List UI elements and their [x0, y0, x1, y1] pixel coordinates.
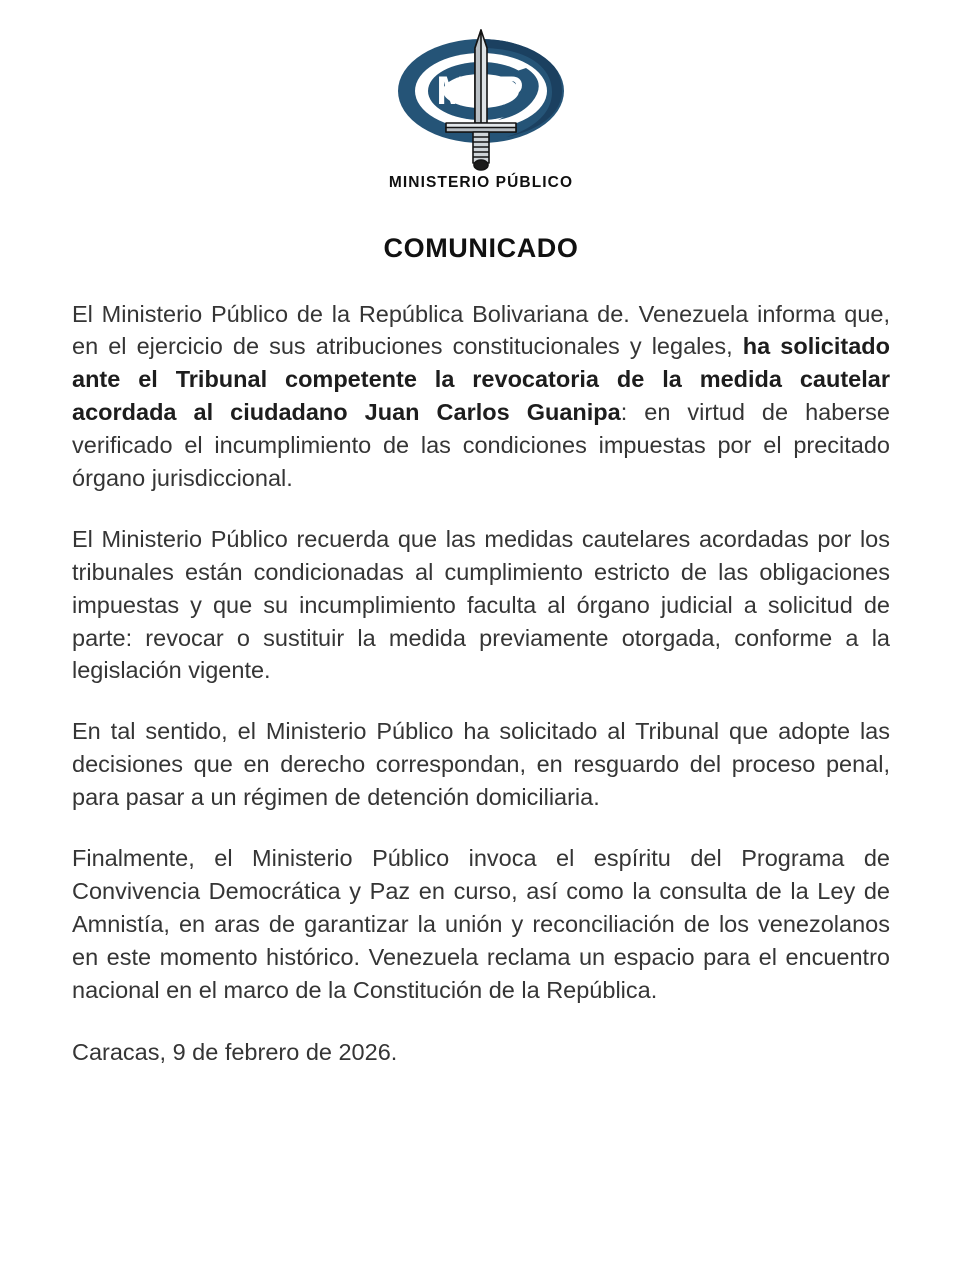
document-body — [0, 298, 962, 1070]
ministerio-publico-emblem-icon — [386, 28, 576, 173]
letterhead — [0, 0, 962, 191]
logo-letter-p: P — [496, 69, 524, 113]
text-run: En tal sentido, el Ministerio Público ha solicitado al Tribunal que adopte las decisiones que en derecho correspondan, en resguardo del proceso penal, para pasar a un régimen de detención domiciliaria. — [72, 718, 890, 811]
logo-wordmark: MINISTERIO PÚBLICO — [388, 174, 574, 191]
page-title: COMUNICADO — [383, 232, 579, 263]
text-run: El Ministerio Público recuerda que las medidas cautelares acordadas por los tribunales están condicionadas al cumplimiento estricto de las obligaciones impuestas y que su incumplimiento faculta al órgano judicial a solicitud de parte: revocar o sustituir la medida previamente otorgada, conforme a la legislación vigente. — [72, 525, 890, 684]
paragraph — [72, 842, 890, 1006]
signoff-line: Caracas, 9 de febrero de 2026. — [72, 1039, 398, 1066]
text-run: Finalmente, el Ministerio Público invoca el espíritu del Programa de Convivencia Democrática y Paz en curso, así como la consulta de la Ley de Amnistía, en aras de garantizar la unión y reconciliación de los venezolanos en este momento histórico. Venezuela reclama un espacio para el encuentro nacional en el marco de la Constitución de la República. — [72, 844, 890, 1003]
emphasis-run: ha solicitado ante el Tribunal competente la revocatoria de la medida cautelar acordada al ciudadano Juan Carlos Guanipa — [72, 333, 890, 426]
logo-letter-m: M — [436, 69, 470, 113]
text-run: : en virtud de haberse verificado el incumplimiento de las condiciones impuestas por el precitado órgano jurisdiccional. — [72, 399, 891, 491]
text-run: El Ministerio Público de la República Bolivariana de. Venezuela informa que, en el ejercicio de sus atribuciones constitucionales y legales, — [72, 300, 890, 360]
paragraph — [72, 298, 890, 495]
paragraph — [72, 715, 890, 814]
paragraph — [72, 523, 890, 687]
